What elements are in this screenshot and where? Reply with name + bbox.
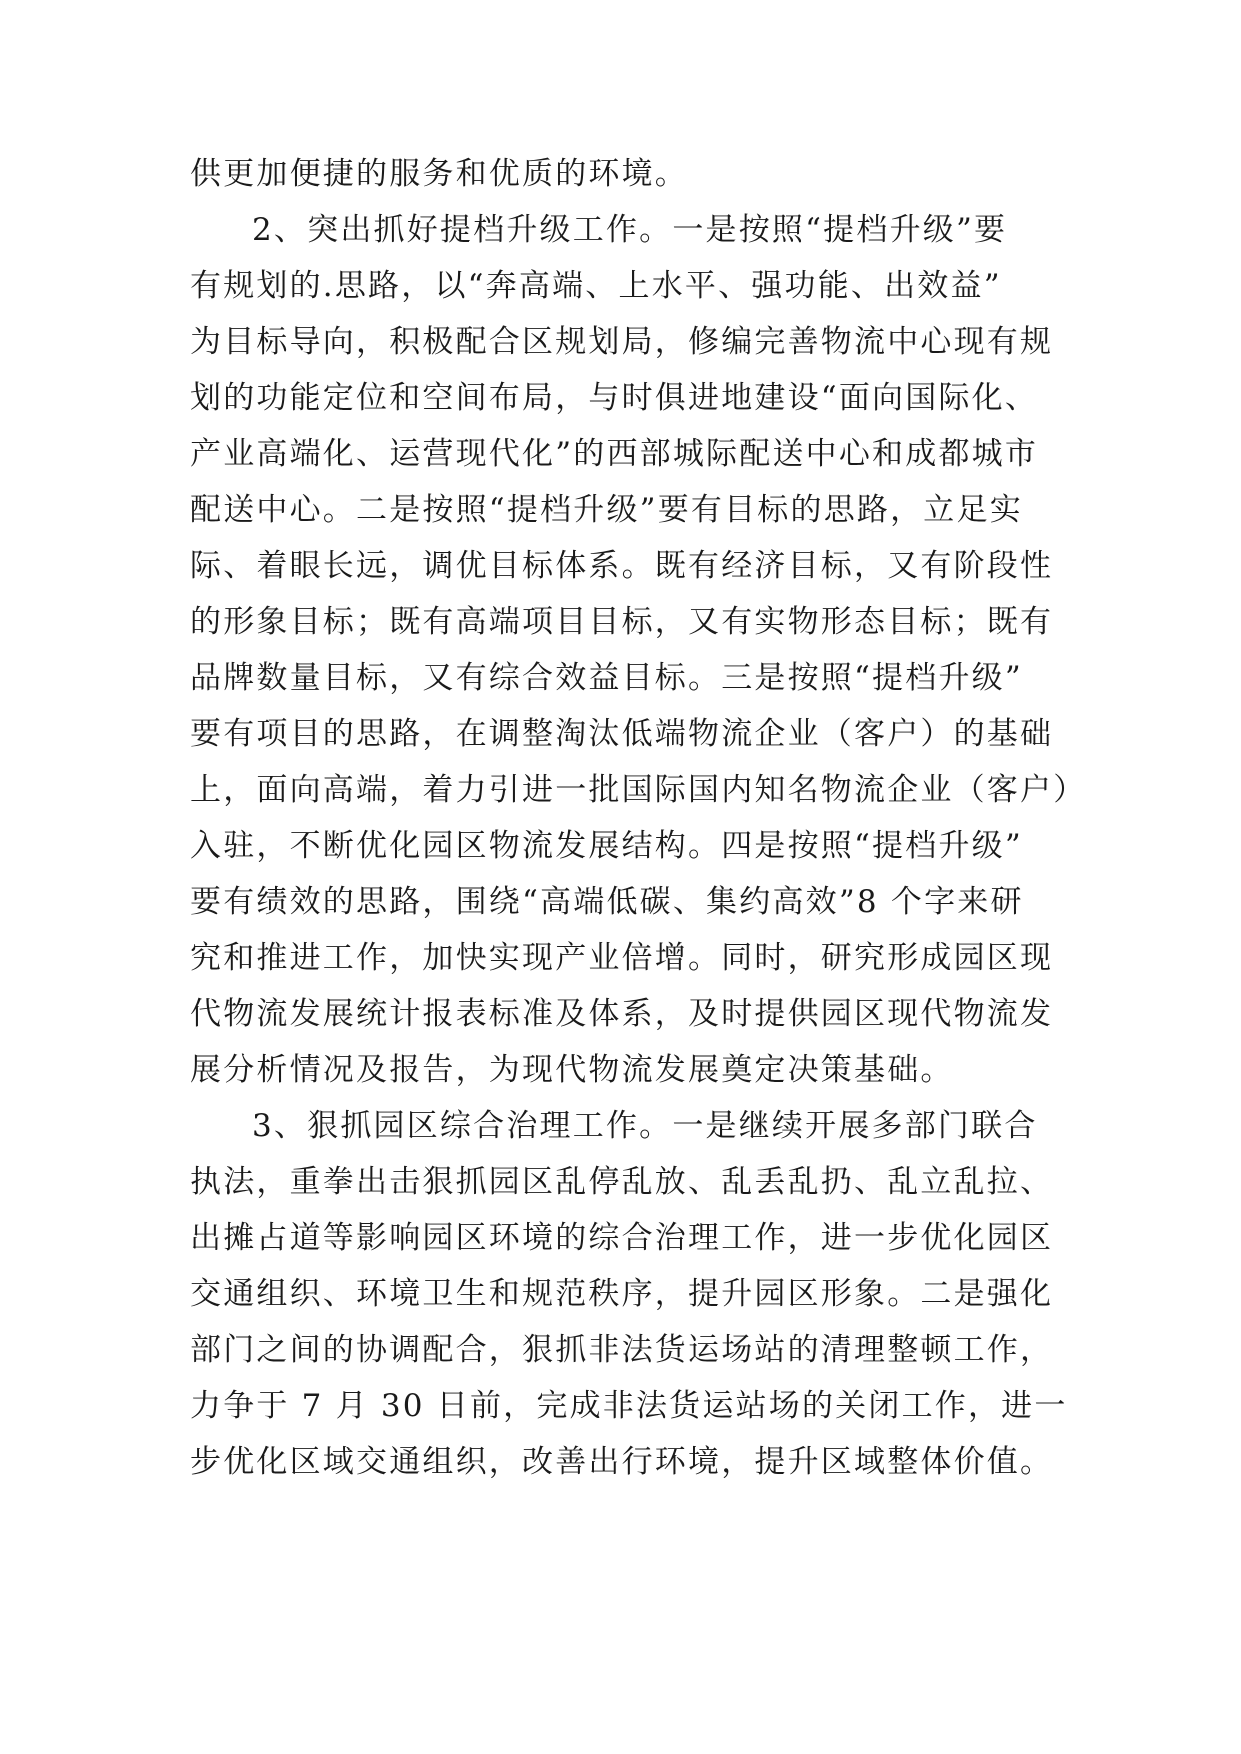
text-line: 上，面向高端，着力引进一批国际国内知名物流企业（客户） [190,772,1087,808]
text-line: 步优化区域交通组织，改善出行环境，提升区域整体价值。 [190,1444,1054,1480]
text-line: 的形象目标；既有高端项目目标，又有实物形态目标；既有 [190,604,1054,640]
text-line: 供更加便捷的服务和优质的环境。 [190,156,688,192]
text-line: 代物流发展统计报表标准及体系，及时提供园区现代物流发 [190,996,1054,1032]
text-line: 际、着眼长远，调优目标体系。既有经济目标，又有阶段性 [190,548,1054,584]
paragraph-3-first-line: 3、狠抓园区综合治理工作。一是继续开展多部门联合 [252,1108,1038,1144]
text-line: 部门之间的协调配合，狠抓非法货运场站的清理整顿工作， [190,1332,1054,1368]
text-line: 究和推进工作，加快实现产业倍增。同时，研究形成园区现 [190,940,1054,976]
text-line: 产业高端化、运营现代化”的西部城际配送中心和成都城市 [190,436,1039,472]
text-line: 有规划的.思路，以“奔高端、上水平、强功能、出效益” [190,268,1002,304]
text-line: 品牌数量目标，又有综合效益目标。三是按照“提档升级” [190,660,1023,696]
text-line: 入驻，不断优化园区物流发展结构。四是按照“提档升级” [190,828,1023,864]
text-line: 要有绩效的思路，围绕“高端低碳、集约高效”8 个字来研 [190,884,1024,920]
paragraph-2-first-line: 2、突出抓好提档升级工作。一是按照“提档升级”要 [252,212,1008,248]
text-line: 为目标导向，积极配合区规划局，修编完善物流中心现有规 [190,324,1054,360]
text-line: 力争于 7 月 30 日前，完成非法货运站场的关闭工作，进一 [190,1388,1068,1424]
text-line: 划的功能定位和空间布局，与时俱进地建设“面向国际化、 [190,380,1039,416]
text-line: 出摊占道等影响园区环境的综合治理工作，进一步优化园区 [190,1220,1054,1256]
text-line: 展分析情况及报告，为现代物流发展奠定决策基础。 [190,1052,954,1088]
text-line: 配送中心。二是按照“提档升级”要有目标的思路，立足实 [190,492,1023,528]
text-line: 执法，重拳出击狠抓园区乱停乱放、乱丢乱扔、乱立乱拉、 [190,1164,1054,1200]
text-line: 要有项目的思路，在调整淘汰低端物流企业（客户）的基础 [190,716,1054,752]
text-line: 交通组织、环境卫生和规范秩序，提升园区形象。二是强化 [190,1276,1054,1312]
